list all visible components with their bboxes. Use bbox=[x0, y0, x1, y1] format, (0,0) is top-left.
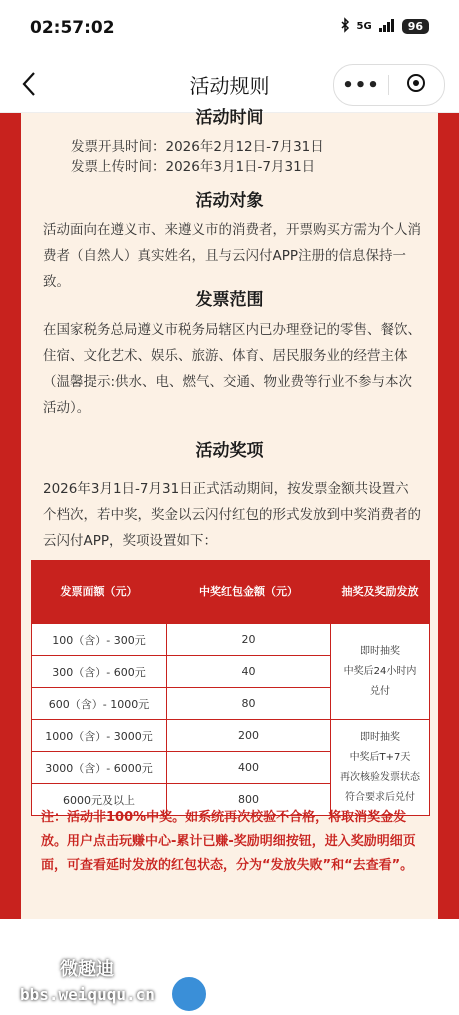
table-row bbox=[32, 720, 430, 752]
watermark-logo-icon bbox=[170, 975, 208, 1013]
scope-text: 在国家税务总局遵义市税务局辖区内已办理登记的零售、餐饮、住宿、文化艺术、娱乐、旅游、体育、居民服务业的经营主体（温馨提示:供水、电、燃气、交通、物业费等行业不参与本次活动）。 bbox=[43, 322, 421, 416]
mini-program-capsule bbox=[333, 64, 445, 106]
status-bar bbox=[0, 0, 459, 56]
table-row bbox=[32, 624, 430, 656]
invoice-range: 600（含）- 1000元 bbox=[32, 688, 167, 720]
section-title-time: 活动时间 bbox=[195, 108, 264, 128]
prize-amount: 800 bbox=[167, 784, 331, 816]
rules-panel bbox=[21, 108, 438, 919]
signal-icon bbox=[379, 19, 395, 35]
draw-method-group-2 bbox=[331, 720, 430, 816]
draw-method-line: 兑付 bbox=[370, 685, 390, 697]
watermark-title: 微趣迪 bbox=[60, 959, 114, 980]
battery-indicator: 96 bbox=[402, 19, 429, 34]
prize-text: 2026年3月1日-7月31日正式活动期间，按发票金额共设置六个档次，若中奖，奖金以云闪付红包的形式发放到中奖消费者的云闪付APP，奖项设置如下： bbox=[43, 481, 421, 549]
table-header-row bbox=[32, 561, 430, 624]
more-button[interactable]: ••• bbox=[342, 74, 380, 96]
section-title-target: 活动对象 bbox=[195, 191, 264, 211]
invoice-issue-time: 发票开具时间：2026年2月12日-7月31日 bbox=[71, 139, 324, 155]
draw-method-line: 即时抽奖 bbox=[360, 731, 400, 743]
page-title: 活动规则 bbox=[189, 74, 270, 98]
draw-method-line: 再次核验发票状态 bbox=[340, 771, 420, 783]
rules-content[interactable] bbox=[0, 108, 459, 1004]
close-button[interactable] bbox=[389, 73, 443, 97]
network-type: 5G bbox=[356, 21, 372, 32]
prize-amount: 40 bbox=[167, 656, 331, 688]
section-title-prize: 活动奖项 bbox=[195, 441, 264, 461]
status-time: 02:57:02 bbox=[30, 18, 115, 38]
draw-method-line: 中奖后T+7天 bbox=[349, 751, 411, 763]
draw-method-line: 符合要求后兑付 bbox=[345, 791, 415, 803]
invoice-range: 100（含）- 300元 bbox=[32, 624, 167, 656]
prize-amount: 200 bbox=[167, 720, 331, 752]
invoice-range: 3000（含）- 6000元 bbox=[32, 752, 167, 784]
invoice-upload-time: 发票上传时间：2026年3月1日-7月31日 bbox=[71, 159, 316, 175]
prize-note: 注：活动非100%中奖。如系统再次校验不合格，将取消奖金发放。用户点击玩赚中心-累计已赚-奖励明细按钮，进入奖励明细页面，可查看延时发放的红包状态，分为“发放失败”和“去查看”。 bbox=[41, 810, 416, 873]
watermark-url: bbs.weiququ.cn bbox=[20, 985, 155, 1004]
bluetooth-icon bbox=[340, 18, 350, 35]
status-icons bbox=[340, 18, 429, 35]
prize-amount: 20 bbox=[167, 624, 331, 656]
draw-method-line: 中奖后24小时内 bbox=[343, 665, 417, 677]
draw-method-line: 即时抽奖 bbox=[360, 645, 400, 657]
header-invoice-amount: 发票面额（元） bbox=[32, 561, 167, 624]
header-prize-amount: 中奖红包金额（元） bbox=[167, 561, 331, 624]
draw-method-group-1 bbox=[331, 624, 430, 720]
prize-amount: 400 bbox=[167, 752, 331, 784]
prize-amount: 80 bbox=[167, 688, 331, 720]
site-watermark bbox=[20, 955, 220, 1015]
close-circle-icon bbox=[406, 73, 426, 97]
invoice-range: 300（含）- 600元 bbox=[32, 656, 167, 688]
header-draw-method: 抽奖及奖励发放 bbox=[331, 561, 430, 624]
invoice-range: 1000（含）- 3000元 bbox=[32, 720, 167, 752]
section-title-scope: 发票范围 bbox=[195, 290, 264, 310]
prize-table bbox=[31, 560, 430, 816]
target-text: 活动面向在遵义市、来遵义市的消费者，开票购买方需为个人消费者（自然人）真实姓名，且与云闪付APP注册的信息保持一致。 bbox=[43, 222, 421, 290]
invoice-range: 6000元及以上 bbox=[32, 784, 167, 816]
